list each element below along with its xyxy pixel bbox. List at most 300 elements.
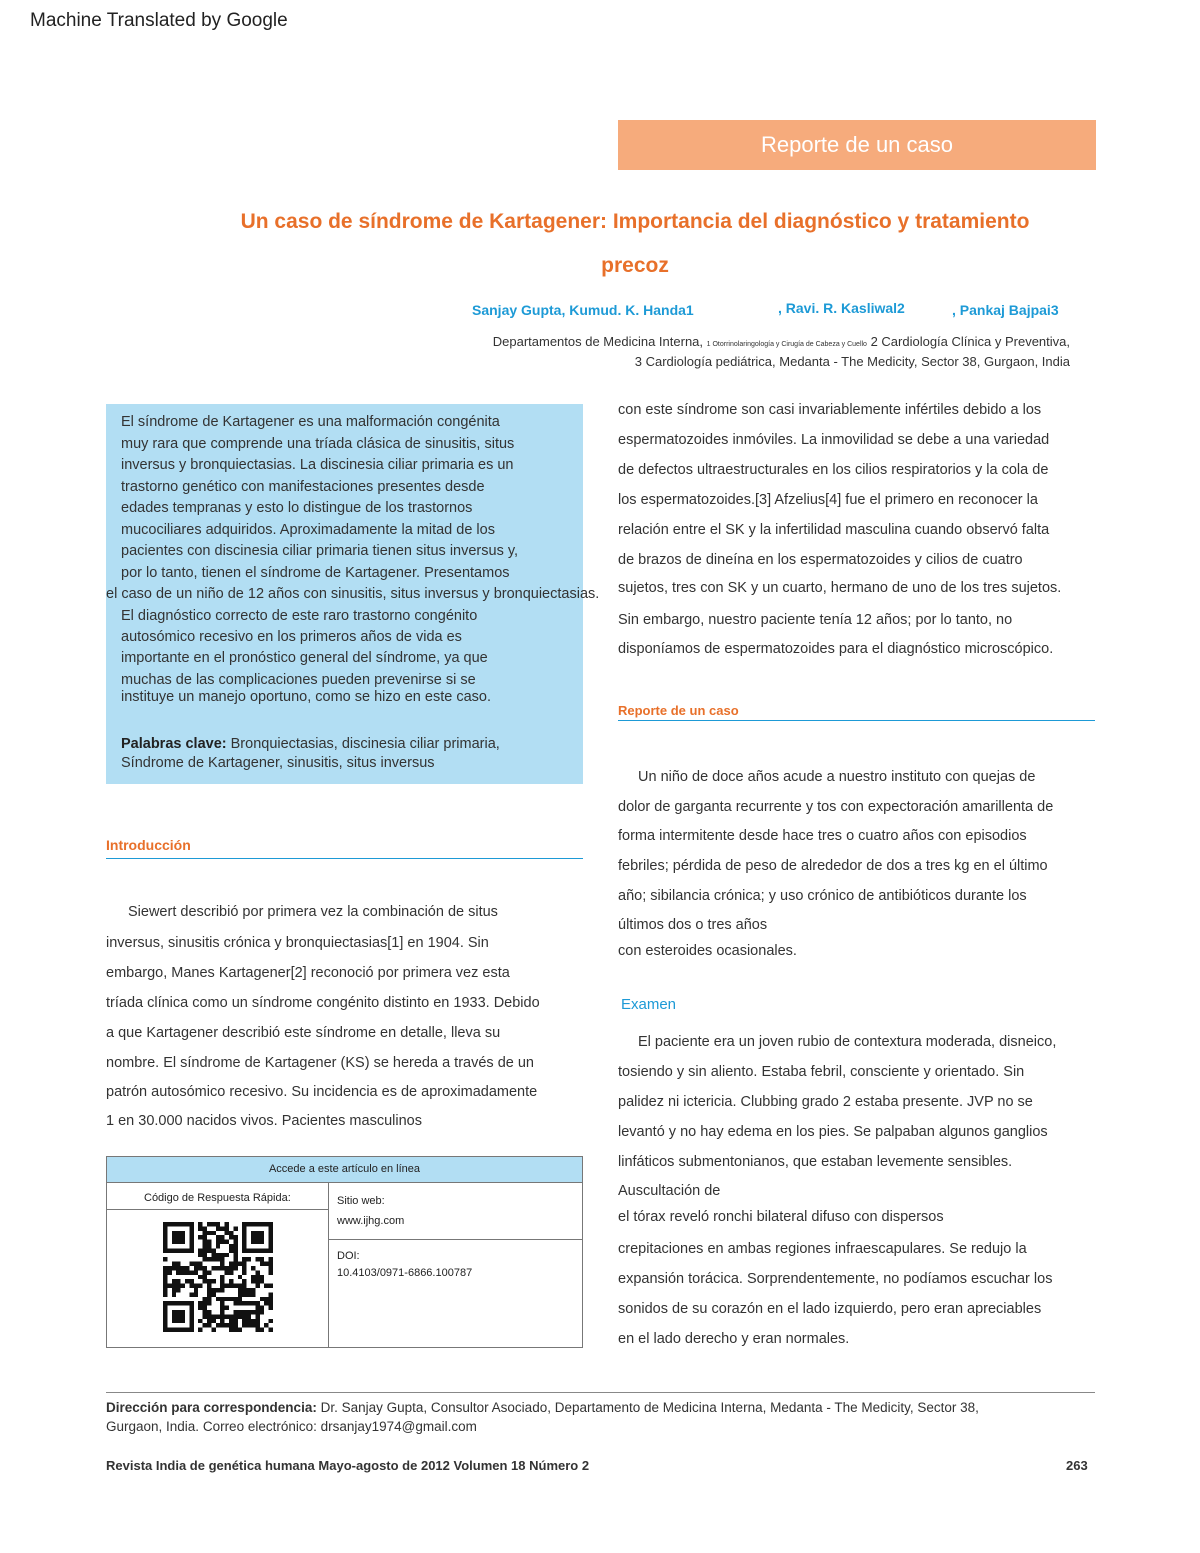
qr-module <box>211 1257 215 1261</box>
qr-module <box>216 1240 220 1244</box>
case-line: febriles; pérdida de peso de alrededor de dos a tres kg en el último <box>618 858 1048 874</box>
qr-module <box>207 1240 211 1244</box>
qr-module <box>242 1292 246 1296</box>
qr-module <box>238 1310 242 1314</box>
qr-module <box>233 1323 237 1327</box>
qr-module <box>163 1257 167 1261</box>
qr-module <box>238 1262 242 1266</box>
qr-module <box>225 1253 229 1257</box>
exam-line: crepitaciones en ambas regiones infraescapulares. Se redujo la <box>618 1241 1027 1257</box>
right-column-line: disponíamos de espermatozoides para el diagnóstico microscópico. <box>618 641 1054 657</box>
page-number: 263 <box>1066 1458 1088 1473</box>
article-type-banner: Reporte de un caso <box>618 120 1096 170</box>
exam-line: palidez ni ictericia. Clubbing grado 2 estaba presente. JVP no se <box>618 1094 1033 1110</box>
qr-module <box>172 1284 176 1288</box>
qr-module <box>233 1314 237 1318</box>
keywords-list-1: Bronquiectasias, discinesia ciliar primaria, <box>226 736 500 752</box>
case-line: forma intermitente desde hace tres o cuatro años con episodios <box>618 828 1027 844</box>
qr-module <box>220 1253 224 1257</box>
qr-module <box>163 1275 167 1279</box>
qr-module <box>260 1328 264 1332</box>
qr-module <box>229 1270 233 1274</box>
qr-module <box>198 1235 202 1239</box>
qr-module <box>207 1314 211 1318</box>
qr-module <box>260 1297 264 1301</box>
qr-module <box>194 1288 198 1292</box>
qr-module <box>225 1270 229 1274</box>
website-link[interactable]: www.ijhg.com <box>337 1215 405 1227</box>
case-line: Un niño de doce años acude a nuestro instituto con quejas de <box>638 769 1036 785</box>
qr-module <box>185 1270 189 1274</box>
qr-module <box>269 1301 273 1305</box>
qr-module <box>207 1297 211 1301</box>
correspondence-line-2: Gurgaon, India. Correo electrónico: drsanjay1974@gmail.com <box>106 1419 477 1434</box>
qr-module <box>264 1284 268 1288</box>
qr-module <box>189 1262 193 1266</box>
qr-module <box>255 1257 259 1261</box>
qr-module <box>255 1306 259 1310</box>
qr-module <box>238 1301 242 1305</box>
qr-module <box>255 1284 259 1288</box>
qr-module <box>269 1266 273 1270</box>
machine-translation-notice: Machine Translated by Google <box>30 10 288 31</box>
intro-heading: Introducción <box>106 837 191 853</box>
abstract-line: pacientes con discinesia ciliar primaria tienen situs inversus y, <box>121 543 519 559</box>
qr-module <box>167 1270 171 1274</box>
affiliation-line-1 <box>493 334 1070 349</box>
journal-citation: Revista India de genética humana Mayo-agosto de 2012 Volumen 18 Número 2 <box>106 1458 590 1473</box>
qr-module <box>181 1266 185 1270</box>
qr-module <box>238 1292 242 1296</box>
qr-module <box>220 1310 224 1314</box>
qr-module <box>172 1262 176 1266</box>
qr-module <box>203 1275 207 1279</box>
qr-module <box>216 1314 220 1318</box>
qr-module <box>198 1253 202 1257</box>
qr-module <box>198 1262 202 1266</box>
exam-line: sonidos de su corazón en el lado izquierdo, pero eran apreciables <box>618 1301 1042 1317</box>
qr-module <box>264 1297 268 1301</box>
qr-module <box>163 1279 167 1283</box>
qr-module <box>216 1253 220 1257</box>
qr-code-image <box>163 1222 273 1332</box>
qr-module <box>181 1284 185 1288</box>
exam-line: en el lado derecho y eran normales. <box>618 1331 850 1347</box>
qr-module <box>225 1222 229 1226</box>
qr-module <box>264 1301 268 1305</box>
qr-module <box>189 1279 193 1283</box>
qr-module <box>269 1257 273 1261</box>
qr-code-label: Código de Respuesta Rápida: <box>144 1192 291 1204</box>
qr-module <box>203 1310 207 1314</box>
qr-module <box>185 1279 189 1283</box>
qr-module <box>194 1284 198 1288</box>
qr-module <box>225 1297 229 1301</box>
qr-module <box>260 1310 264 1314</box>
qr-module <box>242 1301 246 1305</box>
qr-module <box>203 1244 207 1248</box>
qr-module <box>242 1319 246 1323</box>
qr-module <box>251 1292 255 1296</box>
case-heading-rule <box>618 720 1095 721</box>
intro-line: embargo, Manes Kartagener[2] reconoció por primera vez esta <box>106 965 510 981</box>
keywords-line-2: Síndrome de Kartagener, sinusitis, situs inversus <box>121 755 435 771</box>
abstract-line: el caso de un niño de 12 años con sinusitis, situs inversus y bronquiectasias. <box>106 586 600 602</box>
intro-line: Siewert describió por primera vez la combinación de situs <box>128 904 498 920</box>
qr-module <box>229 1279 233 1283</box>
intro-heading-rule <box>106 858 583 859</box>
qr-module <box>242 1257 246 1261</box>
qr-module <box>207 1231 211 1235</box>
qr-module <box>207 1222 211 1226</box>
qr-module <box>207 1319 211 1323</box>
qr-module <box>269 1328 273 1332</box>
qr-module <box>269 1319 273 1323</box>
qr-module <box>176 1262 180 1266</box>
case-line: dolor de garganta recurrente y tos con expectoración amarillenta de <box>618 799 1054 815</box>
qr-module <box>198 1284 202 1288</box>
qr-module <box>238 1284 242 1288</box>
qr-module <box>211 1288 215 1292</box>
qr-module <box>229 1314 233 1318</box>
intro-line: 1 en 30.000 nacidos vivos. Pacientes masculinos <box>106 1113 422 1129</box>
correspondence-label: Dirección para correspondencia: <box>106 1400 317 1415</box>
case-line: año; sibilancia crónica; y uso crónico de antibióticos durante los <box>618 888 1027 904</box>
case-line: últimos dos o tres años <box>618 917 768 933</box>
qr-module <box>233 1226 237 1230</box>
qr-module <box>203 1301 207 1305</box>
qr-module <box>163 1270 167 1274</box>
qr-module <box>255 1279 259 1283</box>
abstract-line: El diagnóstico correcto de este raro trastorno congénito <box>121 608 478 624</box>
intro-line: nombre. El síndrome de Kartagener (KS) se hereda a través de un <box>106 1055 534 1071</box>
abstract-line: instituye un manejo oportuno, como se hizo en este caso. <box>121 689 491 705</box>
qr-module <box>203 1306 207 1310</box>
qr-module <box>225 1306 229 1310</box>
qr-module <box>229 1248 233 1252</box>
qr-module <box>242 1266 246 1270</box>
qr-module <box>216 1235 220 1239</box>
qr-module <box>220 1266 224 1270</box>
qr-module <box>233 1244 237 1248</box>
qr-module <box>255 1310 259 1314</box>
qr-module <box>211 1328 215 1332</box>
qr-module <box>233 1284 237 1288</box>
qr-module <box>198 1266 202 1270</box>
qr-module <box>211 1231 215 1235</box>
qr-module <box>229 1319 233 1323</box>
qr-module <box>233 1253 237 1257</box>
abstract-line: autosómico recesivo en los primeros años de vida es <box>121 629 462 645</box>
qr-module <box>216 1244 220 1248</box>
qr-module <box>247 1319 251 1323</box>
qr-module <box>225 1231 229 1235</box>
qr-module <box>233 1297 237 1301</box>
qr-module <box>185 1266 189 1270</box>
qr-module <box>167 1266 171 1270</box>
qr-module <box>255 1323 259 1327</box>
qr-module <box>172 1279 176 1283</box>
qr-module <box>233 1262 237 1266</box>
qr-module <box>198 1328 202 1332</box>
author-2: , Ravi. R. Kasliwal2 <box>778 300 905 316</box>
qr-module <box>247 1314 251 1318</box>
qr-module <box>189 1292 193 1296</box>
qr-module <box>198 1301 202 1305</box>
qr-module <box>207 1301 211 1305</box>
qr-module <box>233 1240 237 1244</box>
access-table-rule-left <box>107 1209 328 1210</box>
qr-module <box>172 1266 176 1270</box>
qr-module <box>229 1284 233 1288</box>
qr-module <box>251 1323 255 1327</box>
correspondence-address: Dr. Sanjay Gupta, Consultor Asociado, Departamento de Medicina Interna, Medanta - The Medicity, Sector 38, <box>316 1400 979 1415</box>
qr-module <box>269 1292 273 1296</box>
qr-module <box>207 1279 211 1283</box>
qr-module <box>251 1279 255 1283</box>
qr-module <box>247 1323 251 1327</box>
qr-module <box>198 1248 202 1252</box>
right-column-line: de defectos ultraestructurales en los cilios respiratorios y la cola de <box>618 462 1049 478</box>
qr-module <box>220 1288 224 1292</box>
qr-module <box>163 1292 167 1296</box>
qr-module <box>247 1288 251 1292</box>
right-column-line: relación entre el SK y la infertilidad masculina cuando observó falta <box>618 522 1050 538</box>
qr-module <box>233 1301 237 1305</box>
keywords-label: Palabras clave: <box>121 736 227 752</box>
qr-module <box>238 1275 242 1279</box>
article-title-line-1: Un caso de síndrome de Kartagener: Importancia del diagnóstico y tratamiento <box>240 210 1030 233</box>
qr-module <box>255 1301 259 1305</box>
qr-module <box>198 1319 202 1323</box>
qr-module <box>216 1323 220 1327</box>
website-label: Sitio web: <box>337 1195 385 1207</box>
keywords-line-1 <box>121 736 500 752</box>
qr-module <box>167 1284 171 1288</box>
qr-module <box>247 1310 251 1314</box>
qr-module <box>220 1262 224 1266</box>
qr-module <box>220 1275 224 1279</box>
qr-module <box>211 1279 215 1283</box>
qr-module <box>203 1248 207 1252</box>
exam-line: linfáticos submentonianos, que estaban levemente sensibles. <box>618 1154 1013 1170</box>
exam-line: tosiendo y sin aliento. Estaba febril, consciente y orientado. Sin <box>618 1064 1025 1080</box>
exam-heading: Examen <box>621 996 677 1013</box>
qr-module <box>207 1257 211 1261</box>
qr-module <box>229 1235 233 1239</box>
qr-module <box>198 1275 202 1279</box>
qr-module <box>211 1292 215 1296</box>
abstract-line: El síndrome de Kartagener es una malformación congénita <box>121 414 500 430</box>
qr-module <box>220 1323 224 1327</box>
qr-module <box>255 1275 259 1279</box>
access-table-rule-right <box>328 1239 583 1240</box>
qr-module <box>255 1314 259 1318</box>
qr-module <box>229 1328 233 1332</box>
access-table-header: Accede a este artículo en línea <box>107 1157 582 1183</box>
case-line: con esteroides ocasionales. <box>618 943 797 959</box>
qr-module <box>176 1279 180 1283</box>
affiliation-line-2: 3 Cardiología pediátrica, Medanta - The Medicity, Sector 38, Gurgaon, India <box>634 354 1070 369</box>
author-1: Sanjay Gupta, Kumud. K. Handa1 <box>472 302 694 318</box>
qr-module <box>242 1323 246 1327</box>
qr-module <box>225 1266 229 1270</box>
qr-module <box>207 1292 211 1296</box>
qr-module <box>203 1279 207 1283</box>
qr-module <box>251 1319 255 1323</box>
qr-module <box>225 1226 229 1230</box>
exam-line: el tórax reveló ronchi bilateral difuso con dispersos <box>618 1209 944 1225</box>
qr-module <box>242 1314 246 1318</box>
affiliation-ent: 1 Otorrinolaringología y Cirugía de Cabeza y Cuello <box>706 341 867 348</box>
abstract-line: inversus y bronquiectasias. La discinesia ciliar primaria es un <box>121 457 514 473</box>
qr-module <box>220 1297 224 1301</box>
article-title <box>150 200 1120 288</box>
exam-line: Auscultación de <box>618 1183 721 1199</box>
qr-module <box>238 1297 242 1301</box>
qr-module <box>260 1306 264 1310</box>
qr-module <box>242 1270 246 1274</box>
intro-line: patrón autosómico recesivo. Su incidencia es de aproximadamente <box>106 1084 538 1100</box>
doi-value[interactable]: 10.4103/0971-6866.100787 <box>337 1267 473 1279</box>
qr-module <box>203 1257 207 1261</box>
qr-module <box>242 1288 246 1292</box>
abstract-line: por lo tanto, tienen el síndrome de Kartagener. Presentamos <box>121 565 510 581</box>
qr-module <box>198 1222 202 1226</box>
qr-module <box>229 1266 233 1270</box>
abstract-line: muchas de las complicaciones pueden prevenirse si se <box>121 672 476 688</box>
qr-module <box>225 1314 229 1318</box>
qr-module <box>233 1328 237 1332</box>
qr-module <box>189 1270 193 1274</box>
qr-module <box>247 1301 251 1305</box>
qr-module <box>247 1257 251 1261</box>
qr-module <box>229 1244 233 1248</box>
qr-module <box>203 1235 207 1239</box>
qr-module <box>176 1284 180 1288</box>
qr-module <box>264 1323 268 1327</box>
doi-label: DOI: <box>337 1250 360 1262</box>
qr-module <box>207 1244 211 1248</box>
abstract-line: importante en el pronóstico general del síndrome, ya que <box>121 650 488 666</box>
qr-module <box>163 1288 167 1292</box>
qr-module <box>194 1292 198 1296</box>
intro-line: inversus, sinusitis crónica y bronquiectasias[1] en 1904. Sin <box>106 935 489 951</box>
qr-module <box>216 1297 220 1301</box>
article-title-line-2: precoz <box>601 254 669 277</box>
qr-module <box>207 1284 211 1288</box>
intro-line: a que Kartagener describió este síndrome en detalle, lleva su <box>106 1025 501 1041</box>
author-3: , Pankaj Bajpai3 <box>952 302 1059 318</box>
qr-module <box>251 1275 255 1279</box>
qr-module <box>172 1292 176 1296</box>
qr-module <box>220 1306 224 1310</box>
qr-module <box>220 1226 224 1230</box>
right-column-line: Sin embargo, nuestro paciente tenía 12 años; por lo tanto, no <box>618 612 1013 628</box>
exam-line: expansión torácica. Sorprendentemente, no podíamos escuchar los <box>618 1271 1053 1287</box>
qr-module <box>260 1275 264 1279</box>
qr-module <box>211 1314 215 1318</box>
qr-module <box>172 1288 176 1292</box>
qr-module <box>229 1231 233 1235</box>
qr-module <box>176 1288 180 1292</box>
qr-module <box>194 1266 198 1270</box>
qr-module <box>260 1279 264 1283</box>
qr-module <box>247 1292 251 1296</box>
qr-module <box>242 1310 246 1314</box>
qr-module <box>255 1328 259 1332</box>
qr-module <box>203 1253 207 1257</box>
qr-module <box>207 1310 211 1314</box>
qr-module <box>194 1262 198 1266</box>
qr-module <box>211 1253 215 1257</box>
affiliation-dept: Departamentos de Medicina Interna, <box>492 334 707 349</box>
qr-module <box>203 1266 207 1270</box>
intro-line: tríada clínica como un síndrome congénito distinto en 1933. Debido <box>106 995 540 1011</box>
qr-module <box>229 1297 233 1301</box>
abstract-line: mucociliares adquiridos. Aproximadamente la mitad de los <box>121 522 495 538</box>
qr-module <box>163 1284 167 1288</box>
case-heading: Reporte de un caso <box>618 703 739 718</box>
qr-module <box>203 1314 207 1318</box>
abstract-line: trastorno genético con manifestaciones presentes desde <box>121 479 485 495</box>
qr-module <box>229 1323 233 1327</box>
qr-module <box>189 1284 193 1288</box>
qr-module <box>211 1222 215 1226</box>
qr-module <box>229 1262 233 1266</box>
right-column-line: con este síndrome son casi invariablemente infértiles debido a los <box>618 402 1042 418</box>
qr-module <box>216 1257 220 1261</box>
qr-module <box>207 1248 211 1252</box>
qr-module <box>233 1257 237 1261</box>
qr-module <box>269 1262 273 1266</box>
right-column-line: sujetos, tres con SK y un cuarto, hermano de uno de los tres sujetos. <box>618 580 1062 596</box>
qr-module <box>176 1266 180 1270</box>
qr-module <box>251 1288 255 1292</box>
qr-module <box>238 1328 242 1332</box>
qr-module <box>269 1270 273 1274</box>
right-column-line: de brazos de dineína en los espermatozoides y cilios de cuatro <box>618 552 1023 568</box>
qr-module <box>220 1301 224 1305</box>
qr-module <box>269 1297 273 1301</box>
qr-module <box>242 1284 246 1288</box>
qr-module <box>220 1279 224 1283</box>
qr-module <box>211 1248 215 1252</box>
qr-module <box>207 1323 211 1327</box>
qr-module <box>238 1288 242 1292</box>
qr-module <box>203 1240 207 1244</box>
qr-module <box>163 1266 167 1270</box>
qr-module <box>251 1310 255 1314</box>
qr-module <box>255 1319 259 1323</box>
qr-module <box>260 1257 264 1261</box>
footer-rule <box>106 1392 1095 1393</box>
qr-module <box>203 1323 207 1327</box>
qr-module <box>198 1226 202 1230</box>
qr-module <box>233 1310 237 1314</box>
qr-module <box>269 1306 273 1310</box>
qr-module <box>216 1288 220 1292</box>
qr-module <box>203 1226 207 1230</box>
qr-module <box>233 1248 237 1252</box>
qr-module <box>211 1319 215 1323</box>
qr-module <box>198 1306 202 1310</box>
exam-line: levantó y no hay edema en los pies. Se palpaban algunos ganglios <box>618 1124 1048 1140</box>
qr-module <box>225 1323 229 1327</box>
qr-module <box>216 1226 220 1230</box>
qr-module <box>216 1222 220 1226</box>
qr-module <box>220 1284 224 1288</box>
